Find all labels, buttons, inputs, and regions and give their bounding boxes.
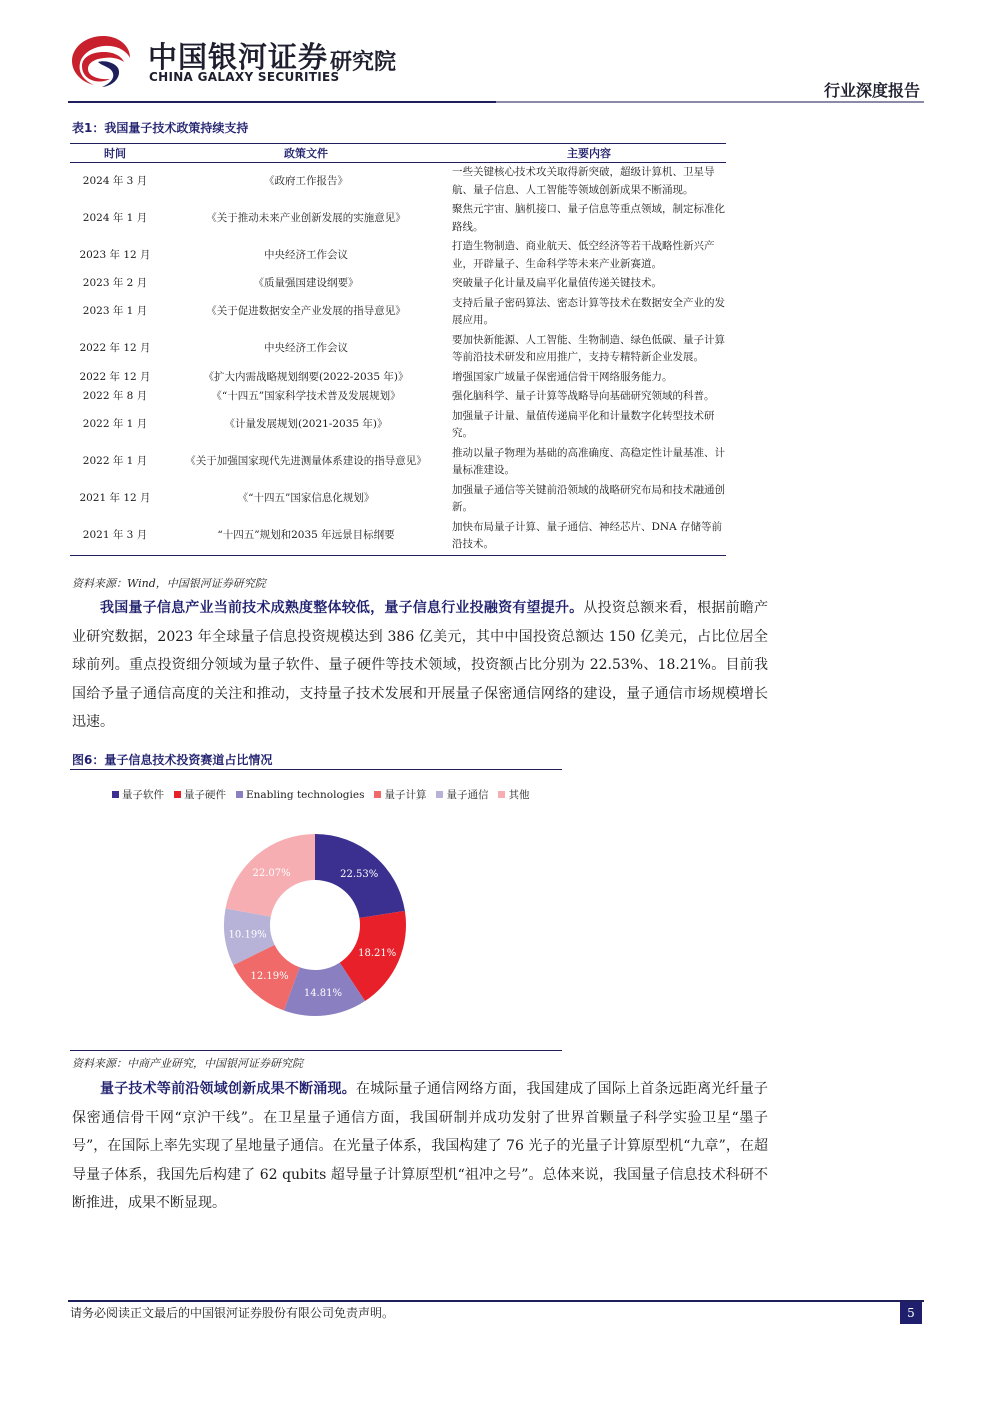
legend-label: 其他: [508, 789, 530, 801]
donut-slice-label: 22.53%: [340, 868, 379, 880]
legend-item: [236, 787, 364, 802]
table-row: [70, 518, 726, 556]
table-row: [70, 200, 726, 237]
table-row: [70, 407, 726, 444]
footer-divider: [68, 1300, 924, 1302]
column-header-document: 政策文件: [160, 144, 452, 163]
header-divider-accent: [496, 101, 924, 103]
legend-label: 量子通信: [446, 789, 489, 801]
chart-top-divider: [70, 769, 562, 770]
cell-content: 要加快新能源、人工智能、生物制造、绿色低碳、量子计算等前沿技术研发和应用推广，支持专精特新企业发展。: [452, 333, 725, 363]
cell-content: 支持后量子密码算法、密态计算等技术在数据安全产业的发展应用。: [452, 296, 725, 326]
cell-document: 《政府工作报告》: [264, 174, 348, 187]
table-row: [70, 368, 726, 388]
cell-time: 2024 年 3 月: [82, 174, 148, 187]
cell-document: 《关于推动未来产业创新发展的实施意见》: [206, 211, 406, 224]
chart-legend: [112, 787, 529, 802]
cell-content: 加快布局量子计算、量子通信、神经芯片、DNA 存储等前沿技术。: [452, 518, 726, 556]
donut-slice-label: 18.21%: [358, 948, 397, 960]
donut-slice-label: 14.81%: [303, 988, 342, 1000]
cell-time: 2023 年 1 月: [82, 305, 148, 318]
legend-swatch: [112, 791, 119, 798]
cell-time: 2022 年 12 月: [79, 342, 151, 355]
table-title: 表1：我国量子技术政策持续支持: [72, 121, 249, 135]
donut-chart: [210, 825, 420, 1025]
legend-swatch: [436, 791, 443, 798]
cell-document: 《扩大内需战略规划纲要(2022-2035 年)》: [203, 370, 409, 383]
cell-document: 中央经济工作会议: [264, 342, 348, 355]
cell-time: 2022 年 1 月: [82, 455, 148, 468]
cell-time: 2022 年 12 月: [79, 370, 151, 383]
cell-time: 2023 年 12 月: [79, 248, 151, 261]
table-row: [70, 163, 726, 201]
legend-label: Enabling technologies: [246, 788, 365, 801]
cell-document: 《“十四五”国家科学技术普及发展规划》: [211, 390, 401, 402]
company-logo: [68, 32, 138, 90]
cell-content: 强化脑科学、量子计算等战略导向基础研究领域的科普。: [452, 390, 715, 402]
cell-content: 增强国家广域量子保密通信骨干网络服务能力。: [452, 370, 673, 383]
cell-document: 《“十四五”国家信息化规划》: [237, 492, 375, 505]
chart-title: 图6：量子信息技术投资赛道占比情况: [72, 753, 273, 767]
cell-time: 2022 年 1 月: [82, 418, 148, 431]
chart-source-note: 资料来源：中商产业研究，中国银河证券研究院: [72, 1057, 303, 1070]
table-source-note: 资料来源：Wind，中国银河证券研究院: [72, 577, 266, 590]
donut-slice-label: 22.07%: [252, 868, 291, 880]
legend-swatch: [374, 791, 381, 798]
chart-bottom-divider: [70, 1050, 562, 1051]
footer-disclaimer: 请务必阅读正文最后的中国银河证券股份有限公司免责声明。: [70, 1306, 395, 1320]
legend-item: [112, 787, 164, 802]
legend-item: [374, 787, 426, 802]
report-type-label: 行业深度报告: [823, 81, 920, 100]
cell-document: 《关于加强国家现代先进测量体系建设的指导意见》: [185, 455, 427, 468]
donut-slice-label: 12.19%: [250, 971, 289, 983]
cell-content: 加强量子通信等关键前沿领域的战略研究布局和技术融通创新。: [452, 483, 725, 513]
table-row: [70, 237, 726, 274]
cell-document: 中央经济工作会议: [264, 248, 348, 261]
cell-document: 《计量发展规划(2021-2035 年)》: [224, 418, 388, 431]
cell-content: 加强量子计量、量值传递扁平化和计量数字化转型技术研究。: [452, 409, 715, 439]
legend-label: 量子软件: [122, 789, 164, 801]
column-header-content: 主要内容: [452, 144, 726, 163]
table-row: [70, 481, 726, 518]
brand-institute: 研究院: [330, 50, 397, 75]
table-header-row: [70, 144, 726, 163]
legend-label: 量子硬件: [184, 789, 226, 801]
page-number: 5: [900, 1302, 922, 1324]
table-row: [70, 294, 726, 331]
cell-document: “十四五”规划和2035 年远景目标纲要: [160, 518, 452, 556]
legend-swatch: [174, 791, 181, 798]
paragraph-investment-body: 从投资总额来看，根据前瞻产业研究数据，2023 年全球量子信息投资规模达到 386 亿美元，其中中国投资总额达 150 亿美元，占比位居全球前列。重点投资细分领域为量子软件、量子硬件等技术领域，投资额占比分别为 22.53%、18.21%。目前我国给予量子通信高度的关注和推动，支持量子技术发展和开展量子保密通信网络的建设，量子通信市场规模增长迅速。: [72, 600, 768, 730]
cell-content: 推动以量子物理为基础的高准确度、高稳定性计量基准、计量标准建设。: [452, 446, 725, 476]
legend-item: [498, 787, 529, 802]
brand-name-cn: 中国银河证券: [148, 40, 329, 74]
cell-time: 2022 年 8 月: [82, 390, 148, 402]
cell-time: 2023 年 2 月: [82, 277, 148, 289]
cell-time: 2024 年 1 月: [82, 211, 148, 224]
paragraph-achievements-body: 在城际量子通信网络方面，我国建成了国际上首条远距离光纤量子保密通信骨干网“京沪干线”。在卫星量子通信方面，我国研制并成功发射了世界首颗量子科学实验卫星“墨子号”，在国际上率先实现了星地量子通信。在光量子体系，我国构建了 76 光子的光量子计算原型机“九章”，在超导量子体系，我国先后构建了 62 qubits 超导量子计算原型机“祖冲之号”。总体来说，我国量子信息技术科研不断推进，成果不断显现。: [72, 1081, 769, 1211]
legend-swatch: [236, 791, 243, 798]
table-row: [70, 444, 726, 481]
brand-name-en: CHINA GALAXY SECURITIES: [149, 70, 340, 84]
paragraph-achievements-lead: 量子技术等前沿领域创新成果不断涌现。: [100, 1081, 356, 1097]
legend-item: [436, 787, 488, 802]
legend-item: [174, 787, 226, 802]
legend-swatch: [498, 791, 505, 798]
paragraph-achievements: [72, 1075, 768, 1218]
paragraph-investment-lead: 我国量子信息产业当前技术成熟度整体较低，量子信息行业投融资有望提升。: [100, 600, 584, 616]
table-row: [70, 331, 726, 368]
paragraph-investment: [72, 594, 768, 737]
table-row: [70, 387, 726, 407]
cell-time: 2021 年 3 月: [70, 518, 160, 556]
cell-content: 打造生物制造、商业航天、低空经济等若干战略性新兴产业，开辟量子、生命科学等未来产业新赛道。: [452, 240, 715, 270]
cell-content: 一些关键核心技术攻关取得新突破，超级计算机、卫星导航、量子信息、人工智能等领域创新成果不断涌现。: [452, 166, 715, 196]
table-row: [70, 274, 726, 294]
cell-time: 2021 年 12 月: [79, 492, 151, 505]
cell-content: 突破量子化计量及扁平化量值传递关键技术。: [452, 277, 662, 289]
legend-label: 量子计算: [384, 789, 427, 801]
column-header-time: 时间: [70, 144, 160, 163]
policy-table: [70, 143, 726, 556]
cell-document: 《质量强国建设纲要》: [253, 277, 359, 289]
cell-content: 聚焦元宇宙、脑机接口、量子信息等重点领域，制定标准化路线。: [452, 203, 725, 233]
cell-document: 《关于促进数据安全产业发展的指导意见》: [206, 305, 406, 318]
donut-slice-label: 10.19%: [228, 929, 267, 941]
